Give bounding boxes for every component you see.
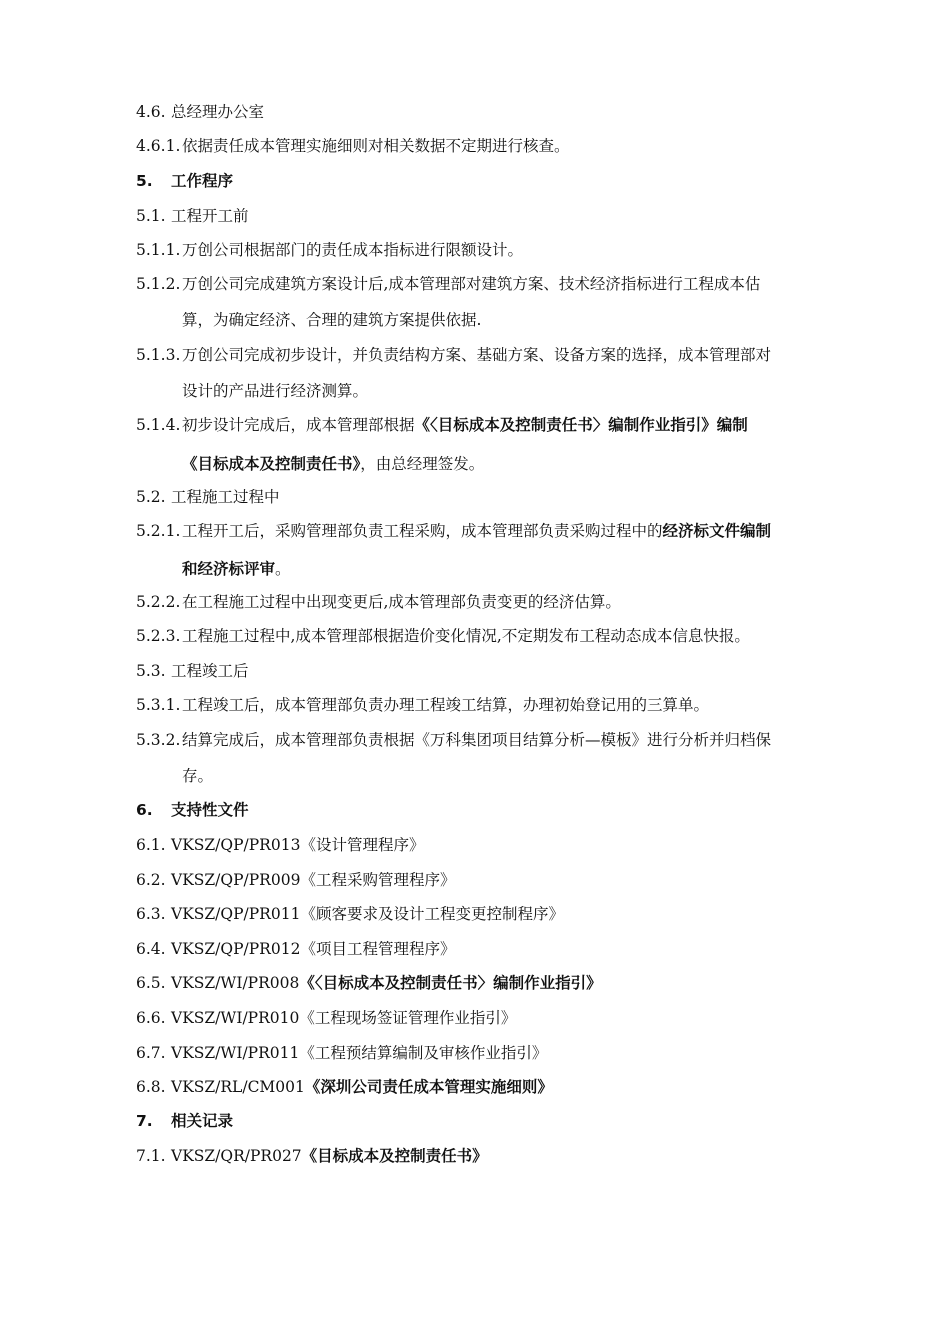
paragraph-text: 。 [275,560,291,578]
paragraph-text: 万创公司完成建筑方案设计后,成本管理部对建筑方案、技术经济指标进行工程成本估 [182,275,761,293]
section-number: 5.2.1. [136,522,181,540]
section-number: 5.2. [136,488,166,506]
paragraph-text: 工程竣工后，成本管理部负责办理工程竣工结算，办理初始登记用的三算单。 [182,696,710,714]
bold-phrase: 经济标文件编制 [662,522,772,540]
section-5-2-1 [136,520,826,542]
section-number: 6.2. [136,871,166,889]
doc-item [136,1076,826,1098]
section-number: 5.3.1. [136,696,181,714]
section-5-1-4 [136,414,826,436]
doc-item [136,1007,826,1029]
section-number: 5.1.4. [136,416,181,434]
doc-title: 《顾客要求及设计工程变更控制程序》 [300,905,564,923]
section-number: 6.7. [136,1044,166,1062]
paragraph-text: 万创公司根据部门的责任成本指标进行限额设计。 [182,241,524,259]
section-number: 5.1. [136,207,166,225]
section-5-1-3-cont [182,380,827,402]
doc-code: VKSZ/QP/PR012 [171,940,301,958]
doc-item [136,972,826,994]
section-5-3 [136,660,826,682]
doc-code: VKSZ/WI/PR010 [171,1009,300,1027]
heading-5 [136,170,826,192]
heading-number: 5. [136,172,153,190]
section-4-6 [136,101,826,123]
doc-title: 《设计管理程序》 [300,836,425,854]
section-title: 工程施工过程中 [171,488,280,506]
section-number: 4.6.1. [136,137,181,155]
doc-item [136,903,826,925]
section-4-6-1 [136,135,826,157]
section-5-3-1 [136,694,826,716]
section-5-1-2-cont [182,309,827,331]
paragraph-text: 存。 [182,767,214,785]
section-number: 6.6. [136,1009,166,1027]
section-number: 7.1. [136,1147,166,1165]
bold-reference: 《〈目标成本及控制责任书〉编制作业指引》编制 [414,416,748,434]
section-number: 5.3. [136,662,166,680]
paragraph-text: 依据责任成本管理实施细则对相关数据不定期进行核查。 [182,137,570,155]
heading-title: 相关记录 [171,1112,234,1130]
section-number: 4.6. [136,103,166,121]
section-5-3-2-cont [182,765,827,787]
record-code: VKSZ/QR/PR027 [171,1147,302,1165]
section-number: 5.1.2. [136,275,181,293]
section-5-1-2 [136,273,826,295]
section-5-1 [136,205,826,227]
doc-title: 《工程预结算编制及审核作业指引》 [299,1044,548,1062]
heading-title: 工作程序 [171,172,234,190]
heading-7 [136,1110,826,1132]
section-number: 6.1. [136,836,166,854]
section-number: 5.1.1. [136,241,181,259]
record-title: 《目标成本及控制责任书》 [301,1147,488,1165]
record-item [136,1145,826,1167]
paragraph-text: 算，为确定经济、合理的建筑方案提供依据. [182,311,482,329]
section-title: 工程竣工后 [171,662,249,680]
paragraph-text: 工程施工过程中,成本管理部根据造价变化情况,不定期发布工程动态成本信息快报。 [182,627,750,645]
doc-code: VKSZ/RL/CM001 [171,1078,305,1096]
section-5-2-2 [136,591,826,613]
section-5-1-4-cont [182,453,827,475]
section-5-1-3 [136,344,826,366]
section-number: 6.3. [136,905,166,923]
bold-phrase: 和经济标评审 [182,560,276,578]
paragraph-text: 万创公司完成初步设计，并负责结构方案、基础方案、设备方案的选择，成本管理部对 [182,346,772,364]
section-number: 6.8. [136,1078,166,1096]
doc-code: VKSZ/WI/PR008 [171,974,300,992]
paragraph-text: 工程开工后，采购管理部负责工程采购，成本管理部负责采购过程中的 [182,522,663,540]
section-5-2-3 [136,625,826,647]
section-number: 6.5. [136,974,166,992]
section-5-2 [136,486,826,508]
bold-reference: 《目标成本及控制责任书》 [182,455,361,473]
heading-number: 6. [136,801,153,819]
section-number: 5.2.2. [136,593,181,611]
doc-item [136,834,826,856]
doc-title: 《〈目标成本及控制责任书〉编制作业指引》 [299,974,602,992]
doc-title: 《工程采购管理程序》 [300,871,456,889]
doc-code: VKSZ/QP/PR009 [171,871,301,889]
doc-item [136,938,826,960]
doc-title: 《项目工程管理程序》 [300,940,456,958]
doc-code: VKSZ/WI/PR011 [171,1044,300,1062]
doc-title: 《工程现场签证管理作业指引》 [299,1009,517,1027]
section-number: 5.2.3. [136,627,181,645]
heading-6 [136,799,826,821]
paragraph-text: 设计的产品进行经济测算。 [182,382,369,400]
doc-item [136,869,826,891]
section-5-1-1 [136,239,826,261]
section-number: 6.4. [136,940,166,958]
doc-code: VKSZ/QP/PR013 [171,836,301,854]
paragraph-text: 初步设计完成后，成本管理部根据 [182,416,415,434]
paragraph-text: ，由总经理签发。 [360,455,485,473]
doc-item [136,1042,826,1064]
section-5-3-2 [136,729,826,751]
paragraph-text: 结算完成后，成本管理部负责根据《万科集团项目结算分析—模板》进行分析并归档保 [182,731,772,749]
section-title: 总经理办公室 [171,103,265,121]
section-number: 5.1.3. [136,346,181,364]
heading-number: 7. [136,1112,153,1130]
paragraph-text: 在工程施工过程中出现变更后,成本管理部负责变更的经济估算。 [182,593,621,611]
section-title: 工程开工前 [171,207,249,225]
doc-code: VKSZ/QP/PR011 [171,905,301,923]
section-number: 5.3.2. [136,731,181,749]
section-5-2-1-cont [182,558,827,580]
heading-title: 支持性文件 [171,801,249,819]
doc-title: 《深圳公司责任成本管理实施细则》 [304,1078,553,1096]
